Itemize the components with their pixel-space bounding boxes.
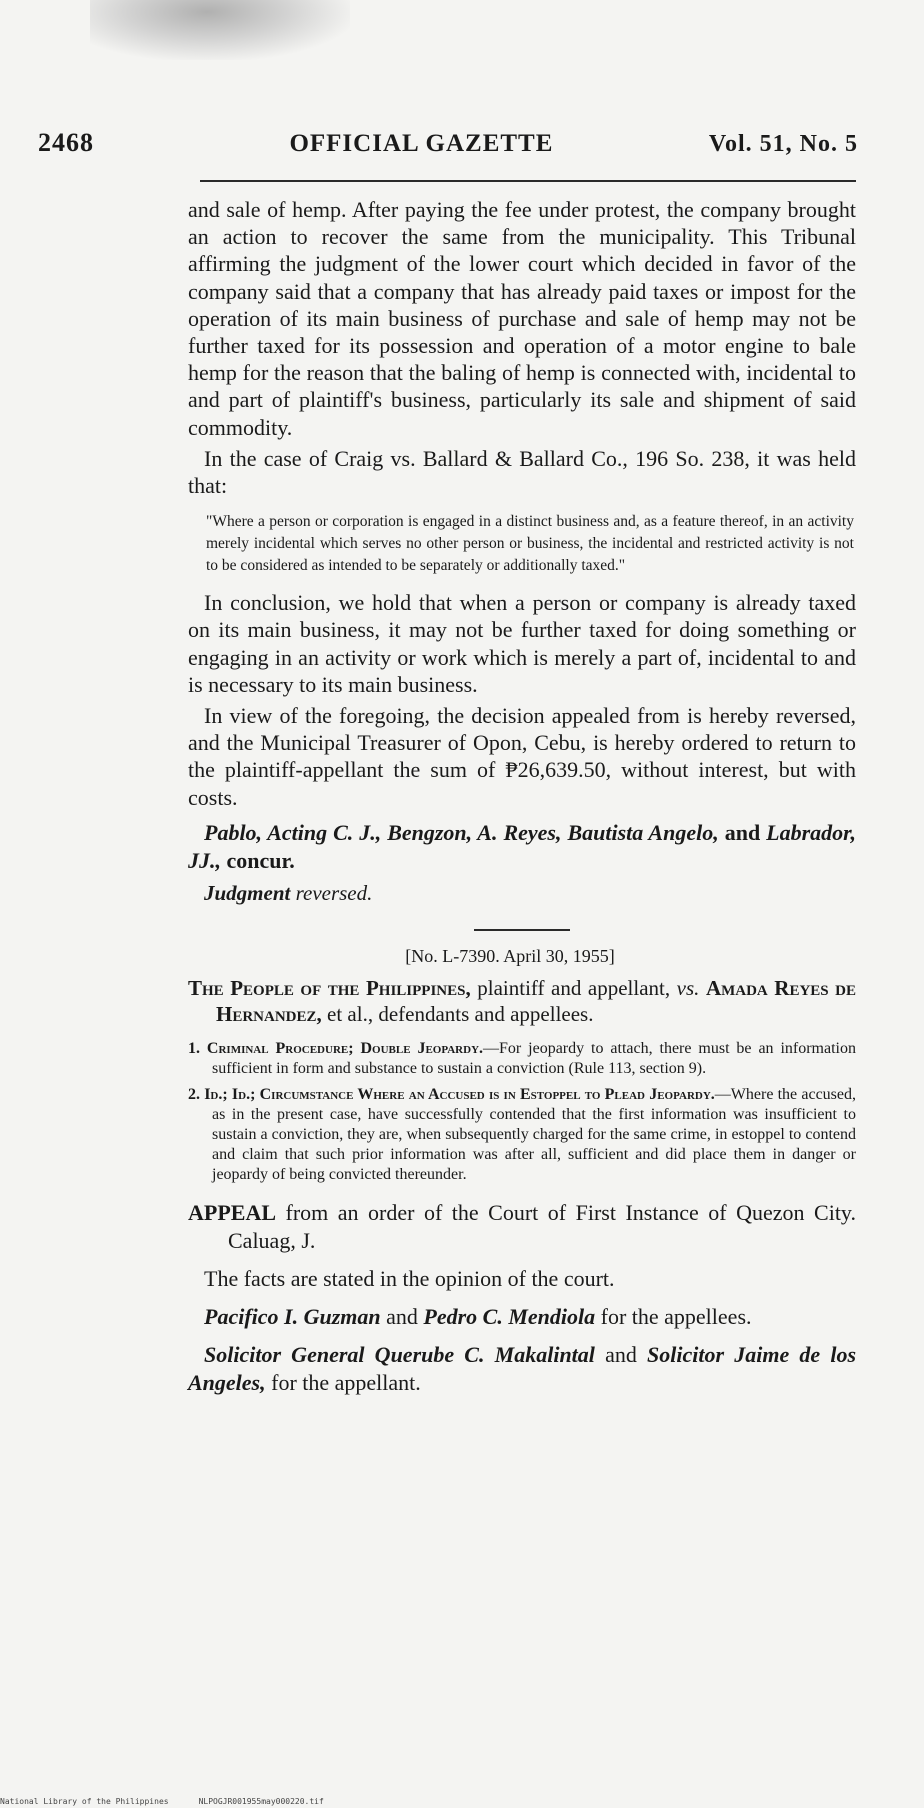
header-rule	[200, 180, 856, 182]
counsel-name-2: Solicitor Jaime de los Angeles,	[188, 1341, 857, 1395]
counsel-name-2: Pedro C. Mendiola	[423, 1303, 596, 1329]
gazette-title: OFFICIAL GAZETTE	[289, 130, 554, 157]
defendant-role: et al., defendants and appellees.	[327, 1001, 594, 1026]
plaintiff-name: The People of the Philippines,	[188, 975, 471, 1000]
syllabus-text: —For jeopardy to attach, there must be an information sufficient in form and substance to sustain a conviction (Rule 113, section 9).	[212, 1039, 856, 1077]
page-number: 2468	[38, 128, 94, 157]
appeal-text: from an order of the Court of First Instance of Quezon City. Caluag, J.	[228, 1199, 857, 1253]
concur-word: concur.	[226, 847, 295, 873]
scan-footer	[0, 1797, 324, 1806]
appeal-label: APPEAL	[188, 1199, 276, 1225]
counsel-appellant	[188, 1341, 856, 1397]
verdict	[188, 879, 856, 907]
counsel-and: and	[386, 1303, 418, 1329]
syllabus-heading: Criminal Procedure; Double Jeopardy.	[206, 1039, 484, 1057]
syllabus-item	[188, 1039, 856, 1079]
paragraph-3: In conclusion, we hold that when a person or company is already taxed on its main business, it may not be further taxed for doing something or engaging in an activity or work which is merely a part of, incidental to and is necessary to its main business.	[188, 590, 856, 697]
case-number: [No. L-7390. April 30, 1955]	[405, 945, 615, 966]
versus: vs.	[676, 975, 700, 1000]
syllabus-text: —Where the accused, as in the present case, have successfully contended that the first information was insufficient to sustain a conviction, they are, when subsequently charged for the same crime, in estoppel to contend and claim that such prior information was after all, sufficient and did place them in danger or jeopardy of being convicted thereunder.	[212, 1085, 856, 1183]
syllabus-number: 2.	[188, 1085, 200, 1103]
counsel-role: for the appellees.	[600, 1303, 752, 1329]
text-column	[188, 196, 856, 1397]
case-parties	[188, 975, 856, 1027]
counsel-name-1: Pacifico I. Guzman	[204, 1303, 381, 1329]
footer-file: NLPOGJR001955may000220.tif	[198, 1797, 324, 1806]
concurring-justices	[188, 819, 856, 875]
section-divider	[474, 929, 570, 931]
page-header	[38, 128, 858, 168]
verdict-text: reversed.	[295, 880, 373, 905]
counsel-role: for the appellant.	[271, 1369, 421, 1395]
counsel-appellees	[188, 1303, 856, 1331]
paragraph-4: In view of the foregoing, the decision appealed from is hereby reversed, and the Municipal Treasurer of Opon, Cebu, is hereby ordered to return to the plaintiff-appellant the sum of ₱26,639.50, without interest, but with costs.	[188, 703, 856, 810]
verdict-label: Judgment	[204, 880, 291, 905]
scan-smudge	[90, 0, 350, 60]
block-quote: "Where a person or corporation is engaged in a distinct business and, as a feature thereof, in an activity merely incidental which serves no other person or business, the incidental and restricted activity is not to be considered as intended to be separately or additionally taxed."	[206, 513, 854, 575]
justice-last: Labrador, JJ.,	[188, 819, 857, 873]
facts-line: The facts are stated in the opinion of the court.	[204, 1265, 615, 1291]
paragraph-2: In the case of Craig vs. Ballard & Ballard Co., 196 So. 238, it was held that:	[188, 445, 856, 499]
footer-library: National Library of the Philippines	[0, 1797, 169, 1806]
volume-number: Vol. 51, No. 5	[708, 131, 858, 157]
counsel-name-1: Solicitor General Querube C. Makalintal	[204, 1341, 595, 1367]
syllabus-heading: Id.; Id.; Circumstance Where an Accused is in Estoppel to Plead Jeopardy.	[204, 1085, 715, 1103]
plaintiff-role: plaintiff and appellant,	[477, 975, 671, 1000]
paragraph-1: and sale of hemp. After paying the fee under protest, the company brought an action to recover the same from the municipality. This Tribunal affirming the judgment of the lower court which decided in favor of the company said that a company that has already paid taxes or impost for the operation of its main business of purchase and sale of hemp may not be further taxed for its possession and operation of a motor engine to bale hemp for the reason that the baling of hemp is connected with, incidental to and part of plaintiff's business, particularly its sale and shipment of said commodity.	[188, 197, 856, 440]
defendant-name: Amada Reyes de Hernandez,	[216, 975, 856, 1026]
syllabus-item	[188, 1085, 856, 1185]
and-word: and	[724, 819, 761, 845]
counsel-and: and	[605, 1341, 637, 1367]
justice-names: Pablo, Acting C. J., Bengzon, A. Reyes, Bautista Angelo,	[204, 819, 719, 845]
syllabus-number: 1.	[188, 1039, 200, 1057]
appeal-line	[188, 1199, 856, 1255]
